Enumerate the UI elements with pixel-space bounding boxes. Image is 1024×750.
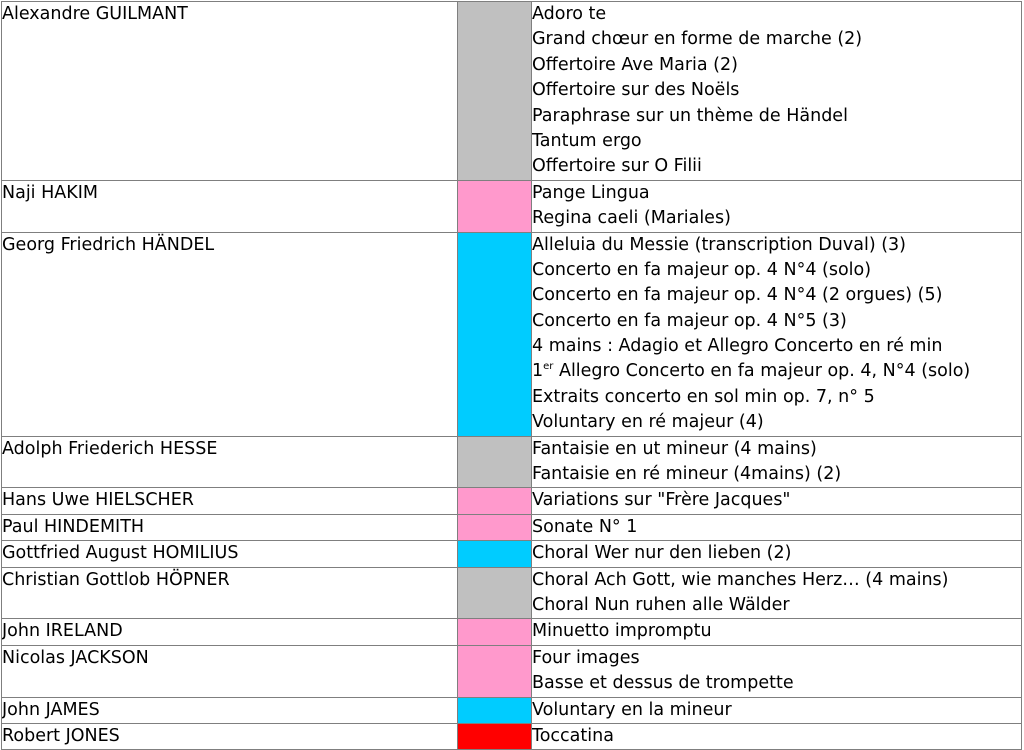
works-cell	[532, 645, 1022, 697]
table-row	[2, 488, 1022, 514]
table-row	[2, 619, 1022, 645]
work-title: Regina caeli (Mariales)	[532, 208, 731, 229]
category-color-cell	[458, 180, 532, 232]
repertoire-table-body	[2, 2, 1022, 750]
work-title: Concerto en fa majeur op. 4 N°4 (solo)	[532, 259, 872, 280]
work-title: Offertoire sur O Filii	[532, 156, 702, 177]
composer-name: Gottfried August HOMILIUS	[2, 543, 239, 564]
work-title: Voluntary en ré majeur (4)	[532, 412, 764, 433]
work-title: Concerto en fa majeur op. 4 N°5 (3)	[532, 310, 847, 331]
table-row	[2, 2, 1022, 181]
composer-name: John IRELAND	[2, 621, 123, 642]
works-cell	[532, 2, 1022, 181]
work-title-number: 1	[532, 361, 544, 382]
category-color-cell	[458, 697, 532, 723]
composer-name: Hans Uwe HIELSCHER	[2, 490, 194, 511]
composer-name: Christian Gottlob HÖPNER	[2, 569, 230, 590]
table-row	[2, 436, 1022, 488]
table-row	[2, 645, 1022, 697]
composer-cell	[2, 645, 458, 697]
table-row	[2, 232, 1022, 436]
composer-cell	[2, 232, 458, 436]
category-color-cell	[458, 2, 532, 181]
works-cell	[532, 436, 1022, 488]
composer-name: Paul HINDEMITH	[2, 516, 145, 537]
category-color-cell	[458, 541, 532, 567]
work-title: Paraphrase sur un thème de Händel	[532, 105, 848, 126]
category-color-cell	[458, 232, 532, 436]
work-title: Offertoire sur des Noëls	[532, 80, 740, 101]
table-row	[2, 180, 1022, 232]
work-title: Pange Lingua	[532, 182, 650, 203]
works-cell	[532, 723, 1022, 749]
composer-name: Naji HAKIM	[2, 182, 98, 203]
works-cell	[532, 619, 1022, 645]
work-title: Tantum ergo	[532, 130, 642, 151]
composer-name: Robert JONES	[2, 725, 120, 746]
composer-cell	[2, 619, 458, 645]
composer-name: Alexandre GUILMANT	[2, 4, 188, 24]
composer-cell	[2, 180, 458, 232]
work-title: Voluntary en la mineur	[532, 699, 732, 720]
works-cell	[532, 567, 1022, 619]
work-title: Fantaisie en ut mineur (4 mains)	[532, 438, 817, 459]
composer-name: Georg Friedrich HÄNDEL	[2, 234, 215, 255]
works-cell	[532, 232, 1022, 436]
composer-cell	[2, 723, 458, 749]
work-title: Alleluia du Messie (transcription Duval) (3)	[532, 234, 906, 255]
work-title: Offertoire Ave Maria (2)	[532, 54, 738, 75]
work-title	[532, 359, 1021, 384]
category-color-cell	[458, 514, 532, 540]
repertoire-table	[1, 1, 1022, 750]
work-title-superscript: er	[543, 361, 554, 373]
composer-cell	[2, 2, 458, 181]
composer-cell	[2, 514, 458, 540]
work-title: Adoro te	[532, 4, 607, 24]
composer-cell	[2, 436, 458, 488]
work-title: Four images	[532, 647, 640, 668]
works-cell	[532, 180, 1022, 232]
work-title: Concerto en fa majeur op. 4 N°4 (2 orgues) (5)	[532, 285, 943, 306]
work-title: Minuetto impromptu	[532, 621, 712, 642]
composer-cell	[2, 697, 458, 723]
work-title: Choral Nun ruhen alle Wälder	[532, 594, 790, 615]
work-title: Sonate N° 1	[532, 516, 638, 537]
category-color-cell	[458, 645, 532, 697]
work-title: Grand chœur en forme de marche (2)	[532, 29, 863, 50]
category-color-cell	[458, 619, 532, 645]
work-title: 4 mains : Adagio et Allegro Concerto en ré min	[532, 336, 943, 357]
composer-name: Adolph Friederich HESSE	[2, 438, 218, 459]
work-title-rest: Allegro Concerto en fa majeur op. 4, N°4 (solo)	[553, 361, 971, 382]
composer-cell	[2, 541, 458, 567]
table-row	[2, 697, 1022, 723]
composer-name: Nicolas JACKSON	[2, 647, 149, 668]
table-row	[2, 541, 1022, 567]
work-title: Fantaisie en ré mineur (4mains) (2)	[532, 464, 842, 485]
work-title: Choral Ach Gott, wie manches Herz… (4 mains)	[532, 569, 949, 590]
category-color-cell	[458, 723, 532, 749]
category-color-cell	[458, 488, 532, 514]
table-row	[2, 567, 1022, 619]
composer-cell	[2, 488, 458, 514]
category-color-cell	[458, 567, 532, 619]
works-cell	[532, 697, 1022, 723]
category-color-cell	[458, 436, 532, 488]
work-title: Extraits concerto en sol min op. 7, n° 5	[532, 386, 875, 407]
composer-name: John JAMES	[2, 699, 100, 720]
composer-cell	[2, 567, 458, 619]
table-row	[2, 723, 1022, 749]
work-title: Basse et dessus de trompette	[532, 673, 794, 694]
works-cell	[532, 514, 1022, 540]
table-row	[2, 514, 1022, 540]
work-title: Variations sur "Frère Jacques"	[532, 490, 791, 511]
work-title: Toccatina	[532, 725, 614, 746]
works-cell	[532, 488, 1022, 514]
works-cell	[532, 541, 1022, 567]
work-title: Choral Wer nur den lieben (2)	[532, 543, 792, 564]
